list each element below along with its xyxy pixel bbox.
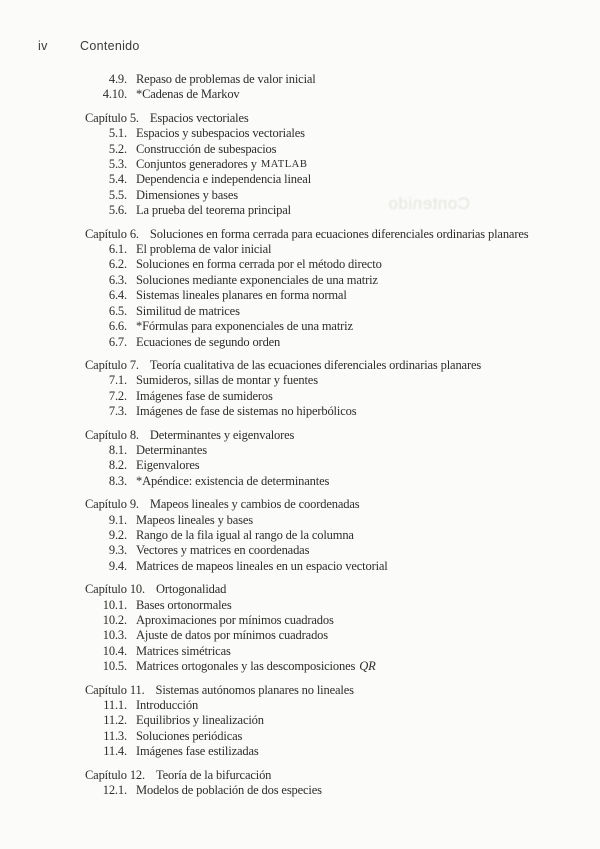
toc-section-row xyxy=(0,659,600,674)
toc-section-row xyxy=(0,744,600,759)
chapter-sections xyxy=(0,783,600,798)
toc-chapter-heading xyxy=(0,683,600,698)
section-title: *Cadenas de Markov xyxy=(136,87,240,102)
section-number: 7.2. xyxy=(108,388,127,403)
chapter-sections xyxy=(0,513,600,575)
section-title: Matrices simétricas xyxy=(136,643,231,658)
toc-chapters xyxy=(0,111,600,799)
toc-section-row xyxy=(0,319,600,334)
chapter-label: Capítulo 11. xyxy=(85,682,145,697)
toc-chapter-heading xyxy=(0,582,600,597)
toc-section-row xyxy=(0,373,600,388)
chapter-title: Determinantes y eigenvalores xyxy=(149,427,295,442)
toc-section-row xyxy=(0,288,600,303)
chapter-title: Teoría cualitativa de las ecuaciones diferenciales ordinarias planares xyxy=(149,357,482,372)
chapter-label: Capítulo 10. xyxy=(85,582,146,597)
toc-chapter-block xyxy=(0,111,600,219)
section-title: Aproximaciones por mínimos cuadrados xyxy=(136,613,334,627)
section-number: 5.3. xyxy=(108,157,127,172)
toc-section-row xyxy=(0,142,600,157)
section-title: *Fórmulas para exponenciales de una matriz xyxy=(136,319,353,334)
toc-section-row xyxy=(0,628,600,643)
section-number: 4.10. xyxy=(102,87,127,102)
toc-section-row xyxy=(0,598,600,613)
section-title: Similitud de matrices xyxy=(136,303,240,318)
toc-section-row xyxy=(0,172,600,187)
section-number: 9.3. xyxy=(108,543,127,558)
section-title: Conjuntos generadores y xyxy=(136,157,257,172)
toc-section-row xyxy=(0,543,600,558)
toc-chapter-block xyxy=(0,683,600,760)
toc-chapter-heading xyxy=(0,111,600,126)
section-title: La prueba del teorema principal xyxy=(136,203,291,218)
section-number: 9.1. xyxy=(108,512,127,527)
toc-chapter-block xyxy=(0,497,600,574)
section-title: Introducción xyxy=(136,698,199,713)
chapter-label: Capítulo 7. xyxy=(85,357,139,372)
toc-section-row xyxy=(0,458,600,473)
section-title: *Apéndice: existencia de determinantes xyxy=(136,473,330,488)
section-title: Modelos de población de dos especies xyxy=(136,783,322,798)
chapter-title: Sistemas autónomos planares no lineales xyxy=(155,682,354,697)
toc-section-row xyxy=(0,126,600,141)
section-number: 5.2. xyxy=(108,141,127,156)
section-number: 6.4. xyxy=(108,288,127,303)
section-title: Ecuaciones de segundo orden xyxy=(136,334,281,349)
section-number: 11.3. xyxy=(103,728,127,743)
section-number: 6.7. xyxy=(108,334,127,349)
section-title: Soluciones en forma cerrada por el método directo xyxy=(136,257,382,272)
section-number: 6.3. xyxy=(108,272,127,287)
section-number: 6.2. xyxy=(108,257,127,272)
toc-section-row xyxy=(0,87,600,102)
toc-section-row xyxy=(0,304,600,319)
toc-section-row xyxy=(0,157,600,172)
section-title: Imágenes fase de sumideros xyxy=(136,388,273,403)
section-number: 10.3. xyxy=(102,628,127,643)
section-title: Sistemas lineales planares en forma normal xyxy=(136,288,347,303)
chapter-label: Capítulo 9. xyxy=(85,497,139,512)
chapter-sections xyxy=(0,242,600,350)
toc-chapter-block xyxy=(0,428,600,490)
section-number: 4.9. xyxy=(108,72,127,86)
toc-chapter-block xyxy=(0,227,600,350)
toc-section-row xyxy=(0,335,600,350)
section-number: 5.1. xyxy=(108,126,127,141)
section-title-italic: QR xyxy=(359,659,376,674)
section-title-smallcaps: MATLAB xyxy=(260,159,308,171)
section-number: 7.3. xyxy=(108,404,127,419)
toc-section-row xyxy=(0,404,600,419)
chapter-title: Espacios vectoriales xyxy=(149,110,249,125)
toc-section-row xyxy=(0,783,600,798)
section-number: 5.4. xyxy=(108,172,127,187)
section-title: Rango de la fila igual al rango de la columna xyxy=(136,527,354,542)
toc-chapter-heading xyxy=(0,428,600,443)
section-title: Imágenes fase estilizadas xyxy=(136,744,259,759)
section-title: Construcción de subespacios xyxy=(136,141,277,156)
toc xyxy=(0,72,600,798)
section-title: Mapeos lineales y bases xyxy=(136,512,254,527)
section-number: 8.3. xyxy=(108,473,127,488)
section-title: Ajuste de datos por mínimos cuadrados xyxy=(136,628,328,643)
chapter-label: Capítulo 5. xyxy=(85,110,139,125)
section-number: 12.1. xyxy=(102,783,127,798)
toc-section-row xyxy=(0,528,600,543)
toc-section-row xyxy=(0,443,600,458)
section-number: 8.2. xyxy=(108,458,127,473)
section-number: 7.1. xyxy=(108,373,127,388)
section-title: Imágenes de fase de sistemas no hiperbólicos xyxy=(136,404,357,419)
section-title: Matrices ortogonales y las descomposiciones xyxy=(136,659,356,674)
chapter-label: Capítulo 8. xyxy=(85,427,139,442)
section-number: 6.6. xyxy=(108,319,127,334)
toc-section-row xyxy=(0,242,600,257)
section-title: Sumideros, sillas de montar y fuentes xyxy=(136,373,318,388)
section-title: Eigenvalores xyxy=(136,458,200,473)
toc-section-row xyxy=(0,188,600,203)
section-title: Dependencia e independencia lineal xyxy=(136,172,312,187)
toc-section-row xyxy=(0,72,600,87)
section-title: El problema de valor inicial xyxy=(136,242,272,257)
section-title: Vectores y matrices en coordenadas xyxy=(136,543,310,558)
toc-section-row xyxy=(0,513,600,528)
toc-section-row xyxy=(0,729,600,744)
toc-chapter-heading xyxy=(0,497,600,512)
section-title: Bases ortonormales xyxy=(136,597,232,612)
toc-orphan-sections xyxy=(0,72,600,103)
chapter-sections xyxy=(0,126,600,218)
chapter-sections xyxy=(0,698,600,760)
chapter-sections xyxy=(0,373,600,419)
toc-section-row xyxy=(0,698,600,713)
section-number: 6.1. xyxy=(108,242,127,257)
section-title: Soluciones mediante exponenciales de una matriz xyxy=(136,272,378,287)
section-number: 6.5. xyxy=(108,303,127,318)
toc-section-row xyxy=(0,203,600,218)
section-title: Equilibrios y linealización xyxy=(136,713,264,728)
chapter-title: Soluciones en forma cerrada para ecuaciones diferenciales ordinarias planares xyxy=(149,226,529,241)
toc-chapter-block xyxy=(0,358,600,420)
toc-chapter-block xyxy=(0,582,600,674)
toc-section-row xyxy=(0,644,600,659)
toc-chapter-heading xyxy=(0,768,600,783)
section-number: 5.6. xyxy=(108,203,127,218)
toc-section-row xyxy=(0,713,600,728)
section-title: Determinantes xyxy=(136,442,207,457)
toc-section-row xyxy=(0,474,600,489)
toc-section-row xyxy=(0,257,600,272)
chapter-sections xyxy=(0,598,600,675)
header-title: Contenido xyxy=(80,39,140,53)
section-number: 10.1. xyxy=(102,597,127,612)
chapter-sections xyxy=(0,443,600,489)
toc-chapter-block xyxy=(0,768,600,799)
section-number: 9.2. xyxy=(108,527,127,542)
section-title: Repaso de problemas de valor inicial xyxy=(136,72,316,86)
section-title: Soluciones periódicas xyxy=(136,728,243,743)
section-number: 5.5. xyxy=(108,187,127,202)
chapter-label: Capítulo 6. xyxy=(85,226,139,241)
section-number: 11.1. xyxy=(103,698,127,713)
toc-chapter-heading xyxy=(0,227,600,242)
bleed-through-text: Contenido xyxy=(388,194,471,213)
section-number: 10.2. xyxy=(102,613,127,627)
toc-section-row xyxy=(0,273,600,288)
section-number: 11.2. xyxy=(103,713,127,728)
section-number: 10.4. xyxy=(102,643,127,658)
toc-section-row xyxy=(0,389,600,404)
section-number: 11.4. xyxy=(103,744,127,759)
toc-section-row xyxy=(0,613,600,628)
chapter-title: Mapeos lineales y cambios de coordenadas xyxy=(149,497,360,512)
section-title: Matrices de mapeos lineales en un espacio vectorial xyxy=(136,558,388,573)
chapter-label: Capítulo 12. xyxy=(85,767,146,782)
section-title: Espacios y subespacios vectoriales xyxy=(136,126,305,141)
chapter-title: Teoría de la bifurcación xyxy=(156,767,272,782)
toc-chapter-heading xyxy=(0,358,600,373)
section-number: 10.5. xyxy=(102,659,127,674)
page-number: iv xyxy=(38,39,48,53)
chapter-title: Ortogonalidad xyxy=(156,582,227,597)
section-number: 8.1. xyxy=(108,442,127,457)
section-number: 9.4. xyxy=(108,558,127,573)
toc-section-row xyxy=(0,559,600,574)
section-title: Dimensiones y bases xyxy=(136,187,238,202)
